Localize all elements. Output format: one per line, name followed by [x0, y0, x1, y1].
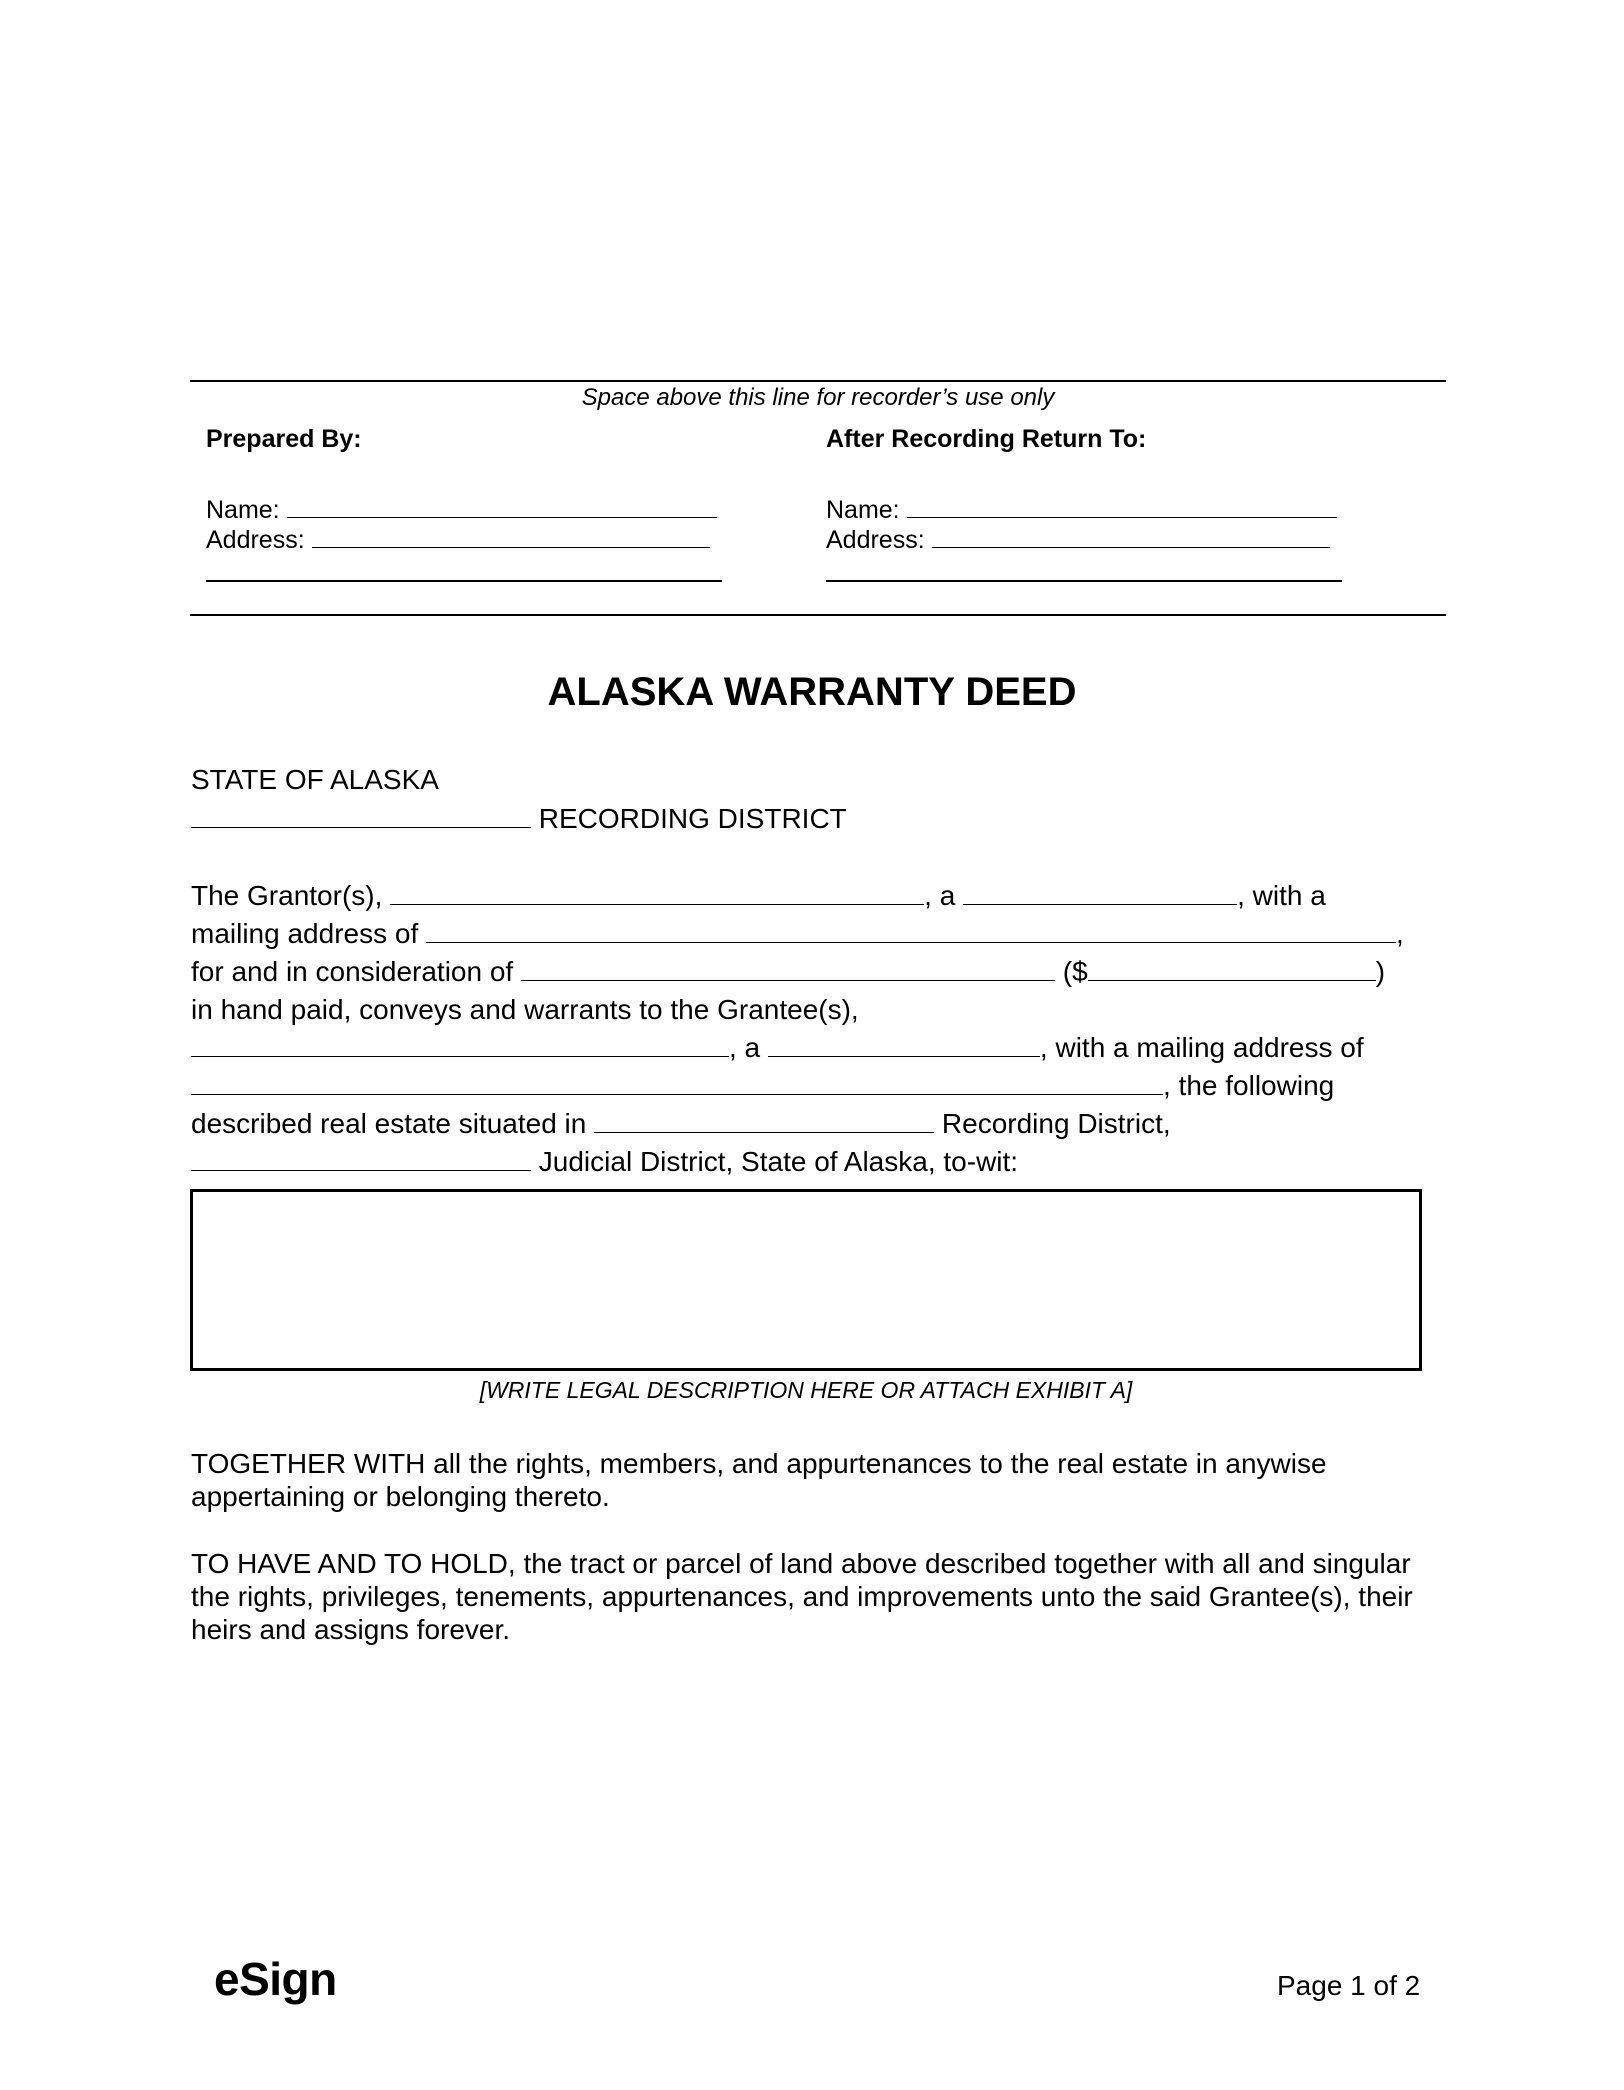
consideration-dollar-close: ) — [1375, 956, 1386, 987]
together-with-paragraph: TOGETHER WITH all the rights, members, and appurtenances to the real estate in anywise appertaining or belonging thereto. — [191, 1448, 1327, 1512]
grantee-mailing-text: , with a mailing address of — [1039, 1032, 1364, 1063]
state-line: STATE OF ALASKA — [191, 764, 439, 795]
recorder-top-rule — [190, 380, 1446, 382]
body-line-1 — [191, 880, 1326, 912]
return-to-name-field[interactable] — [907, 495, 1337, 518]
consideration-words-field[interactable] — [521, 958, 1055, 981]
recorder-note: Space above this line for recorder’s use only — [581, 384, 1055, 411]
document-title: ALASKA WARRANTY DEED — [547, 670, 1077, 714]
consideration-label: for and in consideration of — [191, 956, 514, 987]
recording-district-row — [191, 803, 847, 835]
prepared-by-address-line2[interactable] — [206, 580, 722, 582]
recording-district-label: RECORDING DISTRICT — [538, 803, 847, 834]
grantee-type-field[interactable] — [768, 1034, 1040, 1057]
prepared-by-name-row — [206, 495, 717, 525]
consideration-dollar-open: ($ — [1062, 956, 1088, 987]
body-line-2 — [191, 918, 1404, 950]
mailing-address-label: mailing address of — [191, 918, 419, 949]
return-to-name-row — [826, 495, 1337, 525]
prepared-by-name-label: Name: — [206, 496, 280, 524]
return-to-heading: After Recording Return To: — [826, 425, 1147, 453]
body-line-8 — [191, 1146, 1018, 1178]
grantor-type-field[interactable] — [963, 882, 1237, 905]
grantee-address-field[interactable] — [191, 1072, 1163, 1095]
prepared-by-address-row — [206, 525, 710, 555]
body-line-6 — [191, 1070, 1334, 1102]
judicial-district-text: Judicial District, State of Alaska, to-wit: — [538, 1146, 1019, 1177]
judicial-district-field[interactable] — [191, 1148, 531, 1171]
grantor-with-a-text: , with a — [1237, 880, 1326, 911]
body-line-5 — [191, 1032, 1364, 1064]
recording-district-field[interactable] — [191, 805, 531, 828]
legal-description-caption: [WRITE LEGAL DESCRIPTION HERE OR ATTACH EXHIBIT A] — [479, 1377, 1133, 1403]
return-to-address-row — [826, 525, 1330, 555]
property-recording-district-field[interactable] — [594, 1110, 934, 1133]
body-line-3 — [191, 956, 1385, 988]
return-to-address-label: Address: — [826, 526, 925, 554]
consideration-amount-field[interactable] — [1088, 958, 1376, 981]
esign-logo: eSign — [214, 1953, 337, 2005]
page-number: Page 1 of 2 — [1277, 1970, 1421, 2001]
situated-in-label: described real estate situated in — [191, 1108, 587, 1139]
grantee-a-text: , a — [729, 1032, 761, 1063]
grantor-name-field[interactable] — [390, 882, 924, 905]
grantor-address-field[interactable] — [426, 920, 1396, 943]
prepared-by-address-label: Address: — [206, 526, 305, 554]
return-to-address-field[interactable] — [932, 525, 1330, 548]
to-have-and-hold-paragraph: TO HAVE AND TO HOLD, the tract or parcel of land above described together with all and singular the rights, privileges, tenements, appurtenances, and improvements unto the said Grantee(s), their heirs and assigns forever. — [191, 1548, 1413, 1645]
prepared-by-name-field[interactable] — [287, 495, 717, 518]
grantee-name-field[interactable] — [191, 1034, 729, 1057]
grantor-label: The Grantor(s), — [191, 880, 383, 911]
grantor-a-text: , a — [924, 880, 956, 911]
body-line-7 — [191, 1108, 1171, 1140]
prepared-by-heading: Prepared By: — [206, 425, 362, 453]
body-line-4: in hand paid, conveys and warrants to the Grantee(s), — [191, 994, 859, 1025]
recorder-bottom-rule — [190, 614, 1446, 616]
mailing-address-comma: , — [1396, 918, 1404, 949]
return-to-name-label: Name: — [826, 496, 900, 524]
the-following-text: , the following — [1163, 1070, 1335, 1101]
legal-description-box[interactable] — [190, 1189, 1422, 1371]
return-to-address-line2[interactable] — [826, 580, 1342, 582]
prepared-by-address-field[interactable] — [312, 525, 710, 548]
recording-district-text: Recording District, — [941, 1108, 1171, 1139]
